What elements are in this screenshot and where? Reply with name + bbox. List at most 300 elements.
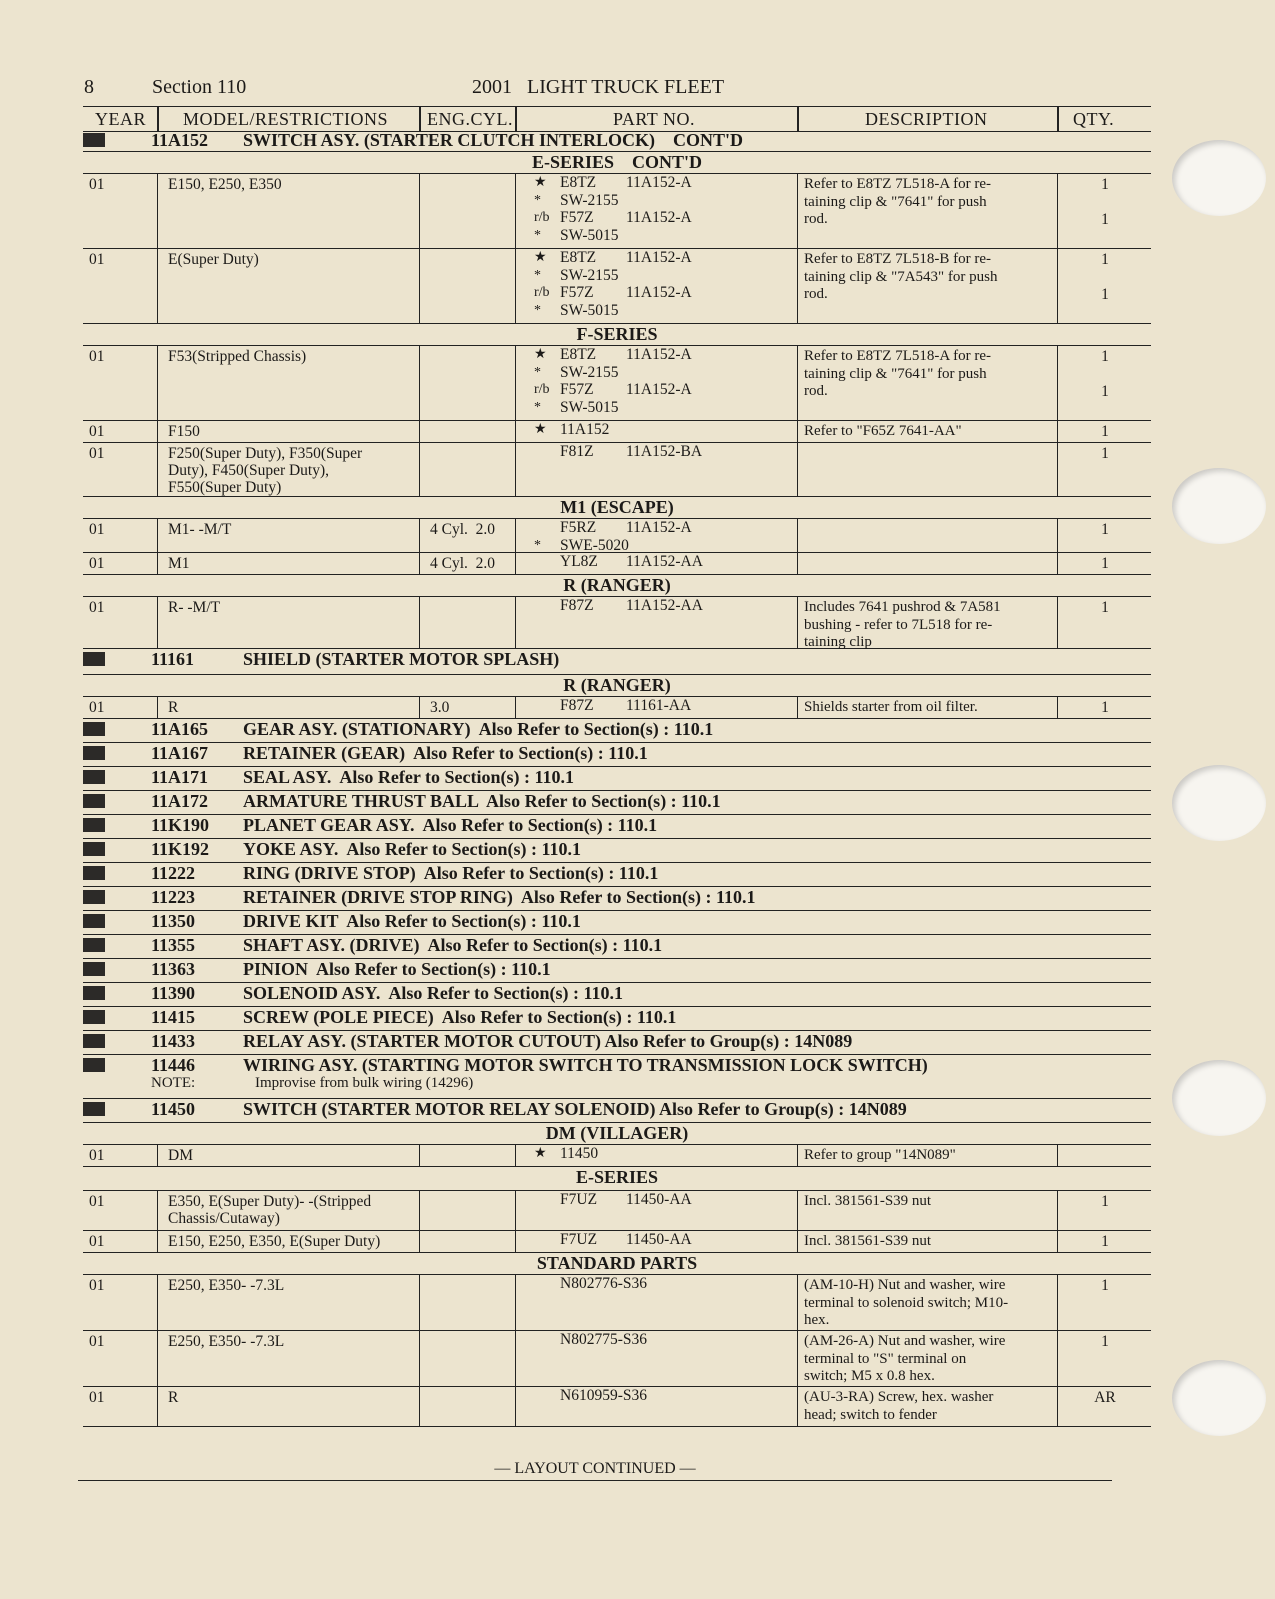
section-name: SWITCH ASY. (STARTER CLUTCH INTERLOCK) CONT'D — [243, 130, 743, 150]
section-name: PINION Also Refer to Section(s) : 110.1 — [243, 959, 551, 979]
description-cell — [797, 1387, 1064, 1426]
quantity-line: 1 — [1101, 251, 1109, 268]
engine-cell — [419, 249, 526, 323]
table-row — [83, 346, 1151, 421]
description-line: rod. — [804, 211, 828, 227]
subsection-heading: STANDARD PARTS — [83, 1253, 1151, 1275]
part-marker: ★ — [534, 422, 547, 437]
description-line: terminal to "S" terminal on — [804, 1350, 967, 1367]
part-marker: * — [534, 227, 541, 243]
quantity-cell — [1057, 1275, 1152, 1330]
part-prefix: F81Z — [560, 443, 594, 460]
table-row — [83, 597, 1151, 649]
section-heading — [83, 935, 1151, 959]
part-number-line — [516, 267, 798, 285]
part-prefix: F7UZ — [560, 1191, 598, 1208]
model-cell — [157, 1145, 430, 1166]
part-marker: * — [534, 537, 541, 553]
model-line: E350, E(Super Duty)- -(Stripped — [168, 1193, 372, 1210]
subsection-heading: E-SERIES — [83, 1167, 1151, 1191]
description-line: Refer to group "14N089" — [804, 1147, 956, 1163]
part-number-line — [516, 302, 798, 320]
section-heading — [83, 815, 1151, 839]
part-number-cell — [515, 553, 798, 574]
subsection-heading: E-SERIES CONT'D — [83, 152, 1151, 174]
quantity-cell — [1057, 421, 1152, 442]
section-name: GEAR ASY. (STATIONARY) Also Refer to Section(s) : 110.1 — [243, 719, 714, 739]
section-marker — [83, 652, 105, 666]
part-prefix: E8TZ — [560, 249, 597, 266]
part-base: 11A152-AA — [626, 553, 703, 570]
description-line: Includes 7641 pushrod & 7A581 — [804, 599, 1001, 615]
part-number-line — [516, 249, 798, 267]
part-number-line — [516, 537, 798, 555]
engine-cell — [419, 1145, 526, 1166]
part-prefix: E8TZ — [560, 346, 597, 363]
binder-hole — [1172, 140, 1266, 216]
quantity-cell — [1057, 346, 1152, 420]
section-name: ARMATURE THRUST BALL Also Refer to Section(s) : 110.1 — [243, 791, 721, 811]
model-line: Chassis/Cutaway) — [168, 1210, 280, 1227]
description-line: switch; M5 x 0.8 hex. — [804, 1368, 935, 1384]
part-base: 11161-AA — [626, 697, 692, 714]
description-line: taining clip — [804, 634, 872, 650]
year-cell: 01 — [89, 1193, 105, 1210]
year-cell: 01 — [89, 251, 105, 268]
description-line: taining clip & "7A543" for push — [804, 268, 998, 285]
engine-cell: 3.0 — [419, 697, 526, 718]
quantity-cell — [1057, 1331, 1152, 1386]
year-cell: 01 — [89, 1389, 105, 1406]
section-code: 11K192 — [151, 839, 210, 859]
layout-continued-footer: — LAYOUT CONTINUED — — [78, 1460, 1112, 1481]
part-marker: ★ — [534, 250, 547, 265]
engine-cell: 4 Cyl. 2.0 — [419, 553, 526, 574]
table-row — [83, 249, 1151, 324]
year-cell: 01 — [89, 445, 105, 462]
quantity-line: 1 — [1101, 445, 1109, 462]
quantity-cell — [1057, 1387, 1152, 1426]
section-marker — [83, 818, 105, 832]
engine-cell — [419, 1275, 526, 1330]
part-base: 11A152-A — [626, 209, 692, 226]
part-prefix: F5RZ — [560, 519, 597, 536]
part-number-line — [516, 364, 798, 382]
part-number-line — [516, 1145, 798, 1163]
part-number-line — [516, 284, 798, 302]
part-number-line — [516, 399, 798, 417]
part-marker: ★ — [534, 175, 547, 190]
part-prefix: 11450 — [560, 1145, 599, 1162]
section-name: SOLENOID ASY. Also Refer to Section(s) : 110.1 — [243, 983, 624, 1003]
section-code: 11390 — [151, 983, 196, 1003]
model-line: F150 — [168, 423, 200, 440]
description-cell — [797, 443, 1064, 496]
part-prefix: SW-5015 — [560, 226, 619, 244]
section-heading — [83, 130, 1151, 152]
section-marker — [83, 938, 105, 952]
part-number-line — [516, 1191, 798, 1209]
part-number-line — [516, 443, 798, 461]
description-line: Refer to E8TZ 7L518-B for re- — [804, 251, 992, 267]
section-marker — [83, 1102, 105, 1116]
part-marker: * — [534, 267, 541, 283]
model-cell — [157, 443, 430, 496]
part-number-line — [516, 227, 798, 245]
part-number-line — [516, 346, 798, 364]
description-line: (AM-26-A) Nut and washer, wire — [804, 1333, 1006, 1349]
column-header-model: MODEL/RESTRICTIONS — [183, 109, 389, 129]
model-line: R- -M/T — [168, 599, 221, 616]
quantity-cell — [1057, 519, 1152, 552]
note-text: Improvise from bulk wiring (14296) — [255, 1075, 474, 1091]
table-row — [83, 1231, 1151, 1253]
description-line: Shields starter from oil filter. — [804, 699, 978, 715]
description-line: Incl. 381561-S39 nut — [804, 1193, 932, 1209]
part-number-cell — [515, 1231, 798, 1252]
part-prefix: E8TZ — [560, 174, 597, 191]
section-code: 11A172 — [151, 791, 209, 811]
column-header-row — [83, 106, 1151, 132]
part-number-line — [516, 519, 798, 537]
part-number-cell — [515, 249, 798, 323]
part-marker: * — [534, 399, 541, 415]
subsection-heading: R (RANGER) — [83, 575, 1151, 597]
quantity-line: 1 — [1101, 555, 1109, 572]
model-cell — [157, 421, 430, 442]
model-line: R — [168, 699, 179, 716]
part-number-cell — [515, 1331, 798, 1386]
section-code: 11415 — [151, 1007, 196, 1027]
part-number-line — [516, 381, 798, 399]
section-name: WIRING ASY. (STARTING MOTOR SWITCH TO TRANSMISSION LOCK SWITCH) — [243, 1055, 928, 1075]
section-marker — [83, 1010, 105, 1024]
section-heading — [83, 649, 1151, 675]
part-prefix: YL8Z — [560, 553, 598, 570]
section-code: 11A152 — [151, 130, 209, 150]
part-number-line — [516, 1275, 798, 1293]
subsection-heading: M1 (ESCAPE) — [83, 497, 1151, 519]
description-line: terminal to solenoid switch; M10- — [804, 1294, 1009, 1311]
year-cell: 01 — [89, 423, 105, 440]
part-base: 11A152-AA — [626, 597, 703, 614]
note-label: NOTE: — [151, 1075, 196, 1091]
model-cell — [157, 1231, 430, 1252]
part-number-line — [516, 597, 798, 615]
column-header-description: DESCRIPTION — [865, 109, 988, 129]
section-marker — [83, 722, 105, 736]
section-name: SCREW (POLE PIECE) Also Refer to Section(s) : 110.1 — [243, 1007, 677, 1027]
description-line: Refer to "F65Z 7641-AA" — [804, 423, 962, 439]
quantity-line: 1 — [1101, 699, 1109, 716]
year-cell: 01 — [89, 348, 105, 365]
table-row — [83, 519, 1151, 553]
part-prefix: F87Z — [560, 597, 594, 614]
description-cell — [797, 1275, 1064, 1330]
table-row — [83, 443, 1151, 497]
section-code: 11433 — [151, 1031, 196, 1051]
quantity-line — [1058, 1147, 1152, 1165]
engine-cell — [419, 443, 526, 496]
column-header-part-number: PART NO. — [613, 109, 695, 129]
table-row — [83, 1387, 1151, 1427]
part-prefix: 11A152 — [560, 421, 610, 438]
section-heading — [83, 1099, 1151, 1123]
model-line: F53(Stripped Chassis) — [168, 348, 307, 365]
engine-cell — [419, 174, 526, 248]
part-number-cell — [515, 174, 798, 248]
part-prefix: SW-2155 — [560, 191, 619, 209]
description-line: bushing - refer to 7L518 for re- — [804, 616, 993, 633]
table-row — [83, 1331, 1151, 1387]
part-prefix: SW-5015 — [560, 301, 619, 319]
model-line: E(Super Duty) — [168, 251, 259, 268]
part-number-line — [516, 1231, 798, 1249]
quantity-cell — [1057, 597, 1152, 648]
year-cell: 01 — [89, 555, 105, 572]
quantity-line: 1 — [1101, 599, 1109, 616]
part-number-cell — [515, 697, 798, 718]
engine-cell: 4 Cyl. 2.0 — [419, 519, 526, 552]
page-number: 8 — [84, 76, 94, 98]
description-cell — [797, 174, 1064, 248]
part-base: 11450-AA — [626, 1231, 692, 1248]
section-code: 11355 — [151, 935, 196, 955]
section-name: SHAFT ASY. (DRIVE) Also Refer to Section(s) : 110.1 — [243, 935, 663, 955]
section-heading — [83, 1031, 1151, 1055]
part-prefix: F7UZ — [560, 1231, 598, 1248]
quantity-line: 1 — [1101, 521, 1109, 538]
section-marker — [83, 1058, 105, 1072]
description-cell — [797, 1331, 1064, 1386]
column-header-year: YEAR — [95, 109, 146, 129]
model-cell — [157, 174, 430, 248]
part-base: 11A152-A — [626, 381, 692, 398]
part-marker: r/b — [534, 382, 550, 397]
binder-hole — [1172, 1360, 1266, 1436]
quantity-line — [1058, 194, 1152, 212]
description-cell — [797, 597, 1064, 648]
section-marker — [83, 986, 105, 1000]
description-cell — [797, 553, 1064, 574]
model-cell — [157, 1331, 430, 1386]
part-number-cell — [515, 443, 798, 496]
part-number-line — [516, 192, 798, 210]
model-line: E150, E250, E350, E(Super Duty) — [168, 1233, 381, 1250]
model-line: E250, E350- -7.3L — [168, 1277, 285, 1294]
part-marker: ★ — [534, 1146, 547, 1161]
section-marker — [83, 914, 105, 928]
year-cell: 01 — [89, 1147, 105, 1164]
section-name: YOKE ASY. Also Refer to Section(s) : 110.1 — [243, 839, 582, 859]
quantity-line — [1058, 269, 1152, 287]
quantity-cell — [1057, 443, 1152, 496]
section-name: PLANET GEAR ASY. Also Refer to Section(s) : 110.1 — [243, 815, 658, 835]
description-line: (AM-10-H) Nut and washer, wire — [804, 1277, 1006, 1293]
section-marker — [83, 770, 105, 784]
model-line: F550(Super Duty) — [168, 479, 282, 496]
part-prefix: F87Z — [560, 697, 594, 714]
part-prefix: F57Z — [560, 381, 594, 398]
part-base: 11A152-A — [626, 346, 692, 363]
description-line: taining clip & "7641" for push — [804, 365, 987, 382]
section-code: 11161 — [151, 649, 195, 669]
subsection-heading: DM (VILLAGER) — [83, 1123, 1151, 1145]
part-marker: * — [534, 192, 541, 208]
year-cell: 01 — [89, 699, 105, 716]
part-number-cell — [515, 1387, 798, 1426]
description-cell — [797, 346, 1064, 420]
section-marker — [83, 794, 105, 808]
part-number-line — [516, 174, 798, 192]
part-number-line — [516, 553, 798, 571]
engine-cell — [419, 597, 526, 648]
section-marker — [83, 890, 105, 904]
section-heading — [83, 839, 1151, 863]
part-base: 11A152-BA — [626, 443, 703, 460]
model-line: E250, E350- -7.3L — [168, 1333, 285, 1350]
year-cell: 01 — [89, 1233, 105, 1250]
part-base: 11A152-A — [626, 519, 692, 536]
section-name: RELAY ASY. (STARTER MOTOR CUTOUT) Also Refer to Group(s) : 14N089 — [243, 1031, 853, 1051]
model-cell — [157, 519, 430, 552]
engine-cell — [419, 421, 526, 442]
model-cell — [157, 1275, 430, 1330]
table-row — [83, 174, 1151, 249]
quantity-cell — [1057, 697, 1152, 718]
section-heading — [83, 791, 1151, 815]
section-name: RING (DRIVE STOP) Also Refer to Section(s) : 110.1 — [243, 863, 659, 883]
description-line: taining clip & "7641" for push — [804, 193, 987, 210]
model-line: M1- -M/T — [168, 521, 232, 538]
section-marker — [83, 842, 105, 856]
model-line: F250(Super Duty), F350(Super — [168, 445, 363, 462]
description-cell — [797, 1145, 1064, 1166]
description-cell — [797, 249, 1064, 323]
table-row — [83, 1191, 1151, 1231]
part-base: 11450-AA — [626, 1191, 692, 1208]
part-base: 11A152-A — [626, 249, 692, 266]
description-line: rod. — [804, 383, 828, 399]
model-cell — [157, 1191, 430, 1230]
model-cell — [157, 597, 430, 648]
section-name: SWITCH (STARTER MOTOR RELAY SOLENOID) Also Refer to Group(s) : 14N089 — [243, 1099, 907, 1119]
part-marker: r/b — [534, 210, 550, 225]
section-heading — [83, 959, 1151, 983]
model-cell — [157, 249, 430, 323]
section-heading — [83, 911, 1151, 935]
part-base: 11A152-A — [626, 284, 692, 301]
part-prefix: N610959-S36 — [560, 1387, 647, 1404]
section-marker — [83, 746, 105, 760]
section-code: 11446 — [151, 1055, 196, 1075]
quantity-line — [1058, 229, 1152, 247]
section-code: 11A171 — [151, 767, 209, 787]
quantity-line: 1 — [1101, 1233, 1109, 1250]
section-heading — [83, 1055, 1151, 1099]
section-code: 11363 — [151, 959, 196, 979]
table-row — [83, 1275, 1151, 1331]
quantity-cell — [1057, 1191, 1152, 1230]
quantity-cell — [1057, 1145, 1152, 1166]
description-line: hex. — [804, 1312, 830, 1328]
part-prefix: F57Z — [560, 209, 594, 226]
quantity-line: 1 — [1101, 286, 1109, 303]
model-cell — [157, 697, 430, 718]
table-row — [83, 553, 1151, 575]
model-line: DM — [168, 1147, 193, 1164]
subsection-heading: R (RANGER) — [83, 675, 1151, 697]
table-row — [83, 1145, 1151, 1167]
section-marker — [83, 133, 105, 147]
section-marker — [83, 866, 105, 880]
engine-cell — [419, 1331, 526, 1386]
section-code: 11A167 — [151, 743, 209, 763]
year-cell: 01 — [89, 599, 105, 616]
part-prefix: N802776-S36 — [560, 1275, 647, 1292]
quantity-line: 1 — [1101, 1193, 1109, 1210]
quantity-line: 1 — [1101, 176, 1109, 193]
section-heading — [83, 719, 1151, 743]
quantity-line: 1 — [1101, 211, 1109, 228]
model-cell — [157, 553, 430, 574]
part-prefix: SW-2155 — [560, 266, 619, 284]
description-line: Incl. 381561-S39 nut — [804, 1233, 932, 1249]
section-heading — [83, 743, 1151, 767]
part-base: 11A152-A — [626, 174, 692, 191]
year-cell: 01 — [89, 176, 105, 193]
section-code: 11223 — [151, 887, 196, 907]
page-title: 2001 LIGHT TRUCK FLEET — [472, 76, 725, 98]
section-label: Section 110 — [152, 76, 247, 98]
part-number-cell — [515, 597, 798, 648]
part-marker: * — [534, 364, 541, 380]
section-code: 11A165 — [151, 719, 209, 739]
part-prefix: N802775-S36 — [560, 1331, 647, 1348]
section-code: 11350 — [151, 911, 196, 931]
quantity-line: 1 — [1101, 1333, 1109, 1350]
description-line: (AU-3-RA) Screw, hex. washer — [804, 1389, 994, 1405]
engine-cell — [419, 1387, 526, 1426]
part-prefix: SWE-5020 — [560, 536, 629, 554]
binder-hole — [1172, 1060, 1266, 1136]
section-heading — [83, 863, 1151, 887]
quantity-line — [1058, 401, 1152, 419]
section-code: 11222 — [151, 863, 196, 883]
quantity-line: 1 — [1101, 1277, 1109, 1294]
section-heading — [83, 1007, 1151, 1031]
section-code: 11K190 — [151, 815, 210, 835]
description-cell — [797, 1191, 1064, 1230]
model-line: M1 — [168, 555, 190, 572]
section-name: SHIELD (STARTER MOTOR SPLASH) — [243, 649, 560, 669]
part-number-cell — [515, 1275, 798, 1330]
column-header-quantity: QTY. — [1073, 109, 1115, 129]
part-marker: * — [534, 302, 541, 318]
engine-cell — [419, 1191, 526, 1230]
year-cell: 01 — [89, 521, 105, 538]
description-line: Refer to E8TZ 7L518-A for re- — [804, 348, 992, 364]
part-number-cell — [515, 519, 798, 552]
part-number-line — [516, 209, 798, 227]
part-number-cell — [515, 1191, 798, 1230]
description-cell — [797, 519, 1064, 552]
engine-cell — [419, 1231, 526, 1252]
table-row — [83, 697, 1151, 719]
description-line: Refer to E8TZ 7L518-A for re- — [804, 176, 992, 192]
quantity-cell — [1057, 249, 1152, 323]
quantity-line: AR — [1094, 1389, 1116, 1406]
